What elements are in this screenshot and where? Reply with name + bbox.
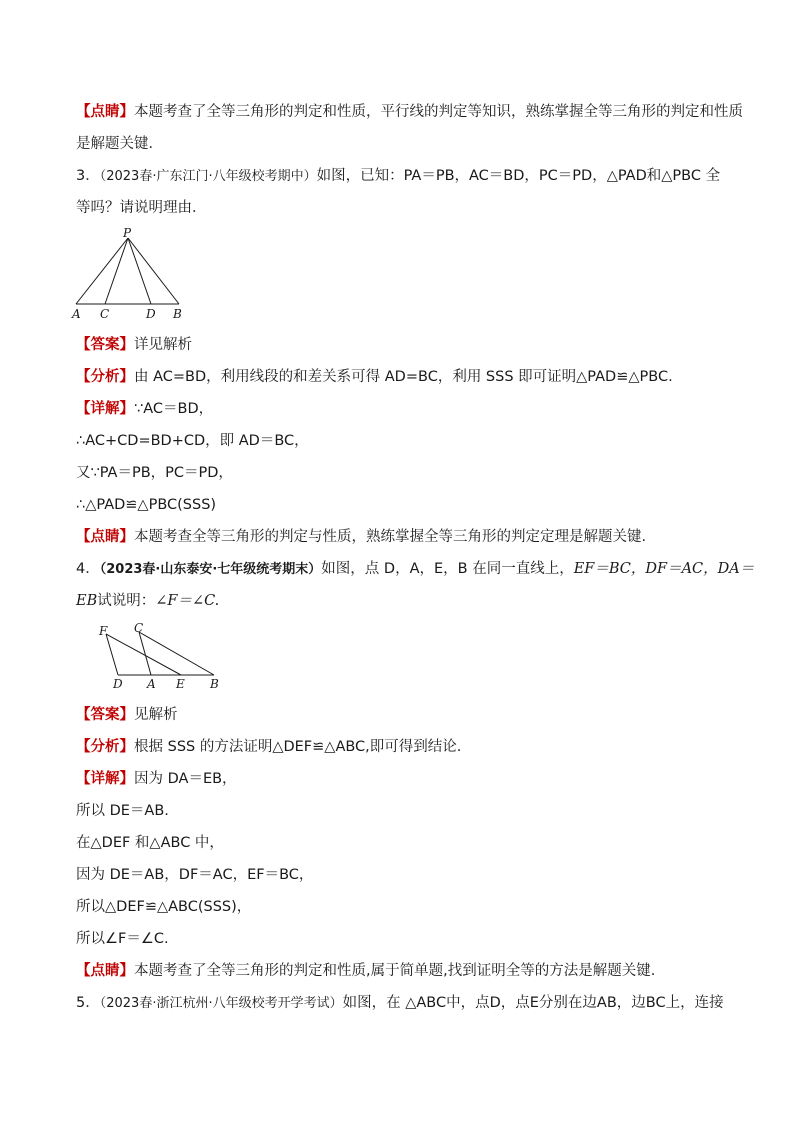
q3-label-c: C: [100, 307, 110, 321]
q4-label-c: C: [134, 621, 144, 635]
q3-detail-step-4: ∴△PAD≌△PBC(SSS): [76, 497, 217, 513]
q4-line-fd: [106, 634, 118, 675]
q3-analysis: 【分析】由 AC=BD，利用线段的和差关系可得 AD=BC，利用 SSS 即可证明△PAD≌△PBC.: [76, 369, 673, 385]
q3-label-b: B: [173, 307, 182, 321]
q3-detail-step-2: ∴AC+CD=BD+CD，即 AD＝BC，: [76, 433, 309, 449]
q4-label-f: F: [99, 624, 108, 638]
q4-number: 4．: [76, 561, 100, 577]
q4-line-fe: [106, 634, 181, 675]
q3-stem-line-1: 3．（2023春·广东江门·八年级校考期中）如图，已知：PA＝PB，AC＝BD，PC＝PD，△PAD和△PBC 全: [76, 168, 721, 184]
review-tag: 【点睛】: [76, 104, 134, 120]
q3-answer: 【答案】详见解析: [76, 337, 192, 353]
q3-label-a: A: [72, 307, 81, 321]
q4-detail-step-5: 所以△DEF≌△ABC(SSS)，: [76, 899, 252, 915]
q4-source: （2023春·山东泰安·七年级统考期末）: [99, 562, 322, 577]
q3-line-pa: [76, 238, 128, 304]
q4-label-a: A: [147, 677, 156, 691]
q4-label-e: E: [176, 677, 185, 691]
q4-label-b: B: [210, 677, 219, 691]
q4-stem-line-1: 4．（2023春·山东泰安·七年级统考期末）如图，点 D，A，E，B 在同一直线上，EF＝BC，DF＝AC，DA＝: [76, 561, 755, 577]
q4-detail-step-4: 因为 DE＝AB，DF＝AC，EF＝BC，: [76, 867, 314, 883]
q3-line-pc: [105, 238, 128, 304]
q4-line-cb: [139, 632, 214, 675]
q3-source: （2023春·广东江门·八年级校考期中）: [99, 169, 317, 184]
q3-line-pd: [128, 238, 151, 304]
q5-source: （2023春·浙江杭州·八年级校考开学考试）: [99, 996, 343, 1011]
q4-detail-step-1: 【详解】因为 DA＝EB，: [76, 771, 237, 787]
q3-label-d: D: [146, 307, 156, 321]
q3-detail-step-3: 又∵PA＝PB，PC＝PD，: [76, 465, 233, 481]
q4-label-d: D: [113, 677, 123, 691]
q4-detail-step-6: 所以∠F＝∠C.: [76, 931, 169, 947]
q4-stem-line-2: EB试说明：∠F＝∠C.: [76, 593, 220, 609]
q3-stem-line-2: 等吗？请说明理由．: [76, 200, 207, 216]
q3-label-p: P: [123, 226, 132, 240]
q4-detail-step-2: 所以 DE＝AB.: [76, 803, 169, 819]
review-line-1: 【点睛】本题考查了全等三角形的判定和性质，平行线的判定等知识，熟练掌握全等三角形的判定和性质: [76, 104, 743, 120]
q4-answer: 【答案】见解析: [76, 707, 178, 723]
q3-detail-step-1: 【详解】∵AC＝BD，: [76, 401, 214, 417]
q3-figure: [66, 226, 196, 322]
q3-number: 3．: [76, 168, 100, 184]
q4-figure: [94, 620, 226, 692]
q3-line-pb: [128, 238, 179, 304]
q5-stem-line-1: 5．（2023春·浙江杭州·八年级校考开学考试）如图，在 △ABC中，点D，点E分别在边AB，边BC上，连接: [76, 995, 724, 1011]
q4-review: 【点睛】本题考查了全等三角形的判定和性质,属于简单题,找到证明全等的方法是解题关键.: [76, 963, 656, 979]
q5-number: 5．: [76, 995, 100, 1011]
q4-analysis: 【分析】根据 SSS 的方法证明△DEF≌△ABC,即可得到结论.: [76, 739, 462, 755]
q4-detail-step-3: 在△DEF 和△ABC 中，: [76, 835, 224, 851]
review-line-2: 是解题关键．: [76, 136, 163, 152]
q3-review: 【点睛】本题考查全等三角形的判定与性质，熟练掌握全等三角形的判定定理是解题关键.: [76, 529, 647, 545]
